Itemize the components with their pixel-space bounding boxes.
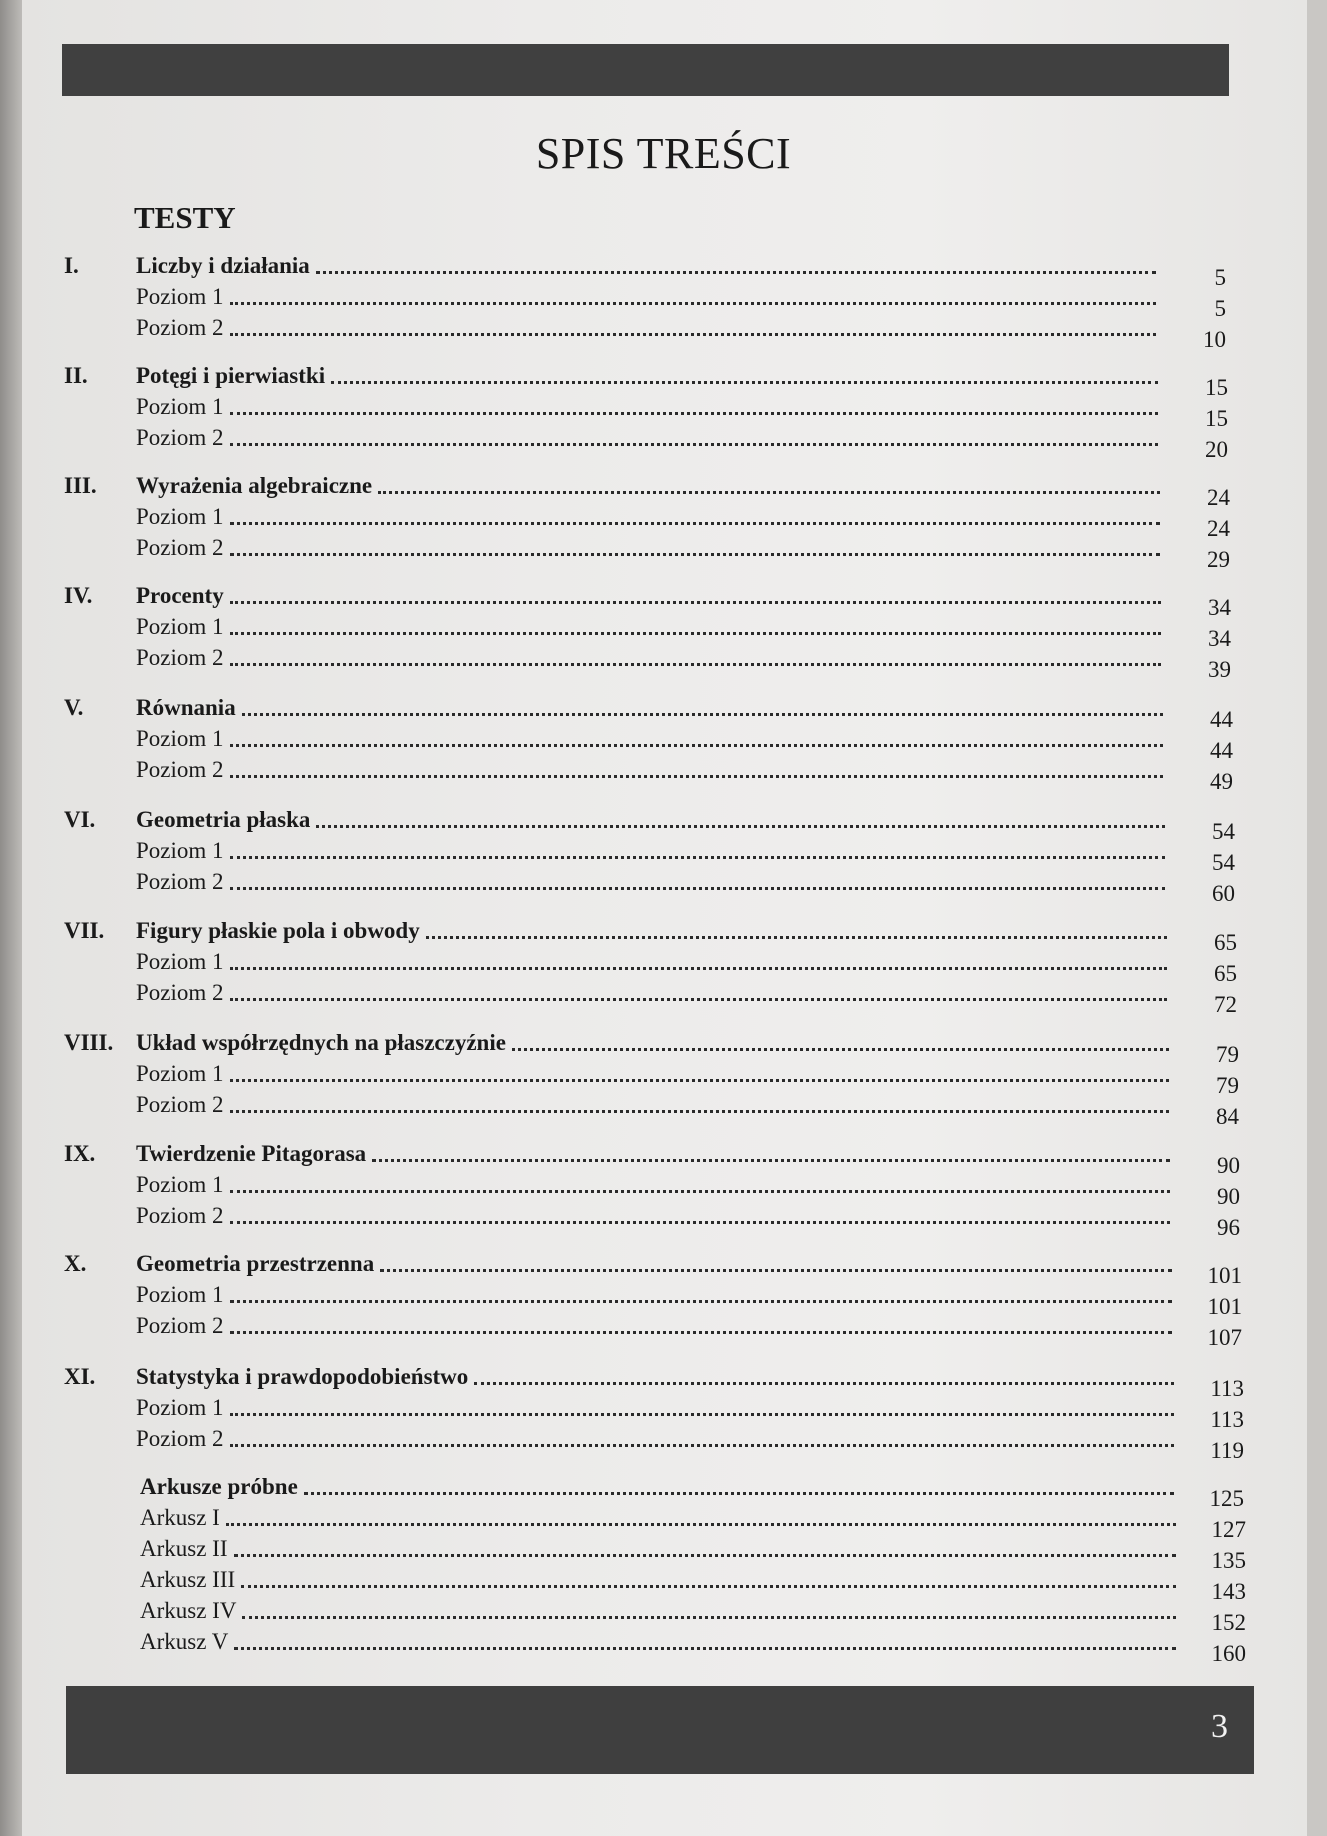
page-ref xyxy=(1186,1547,1246,1575)
page-ref-number: 96 xyxy=(1217,1215,1240,1240)
page-ref xyxy=(1177,929,1237,957)
dot-leader xyxy=(230,854,1165,859)
chapter-entry xyxy=(136,582,1167,610)
page-ref xyxy=(1171,625,1231,653)
level-entry-label: Poziom 1 xyxy=(136,1282,224,1307)
page-ref xyxy=(1170,484,1230,512)
page-ref xyxy=(1175,849,1235,877)
chapter-entry xyxy=(136,917,1173,945)
page-ref-number: 24 xyxy=(1207,485,1230,510)
dot-leader xyxy=(230,520,1160,525)
practice-item xyxy=(140,1504,1182,1532)
page-ref-number: 107 xyxy=(1207,1325,1242,1350)
page-ref-number: 10 xyxy=(1203,327,1226,352)
dot-leader xyxy=(230,630,1161,635)
dot-leader xyxy=(230,742,1163,747)
page-ref-number: 5 xyxy=(1214,296,1226,321)
page-ref xyxy=(1186,1516,1246,1544)
page-ref-number: 15 xyxy=(1205,375,1228,400)
page-ref xyxy=(1168,374,1228,402)
level-entry-label: Poziom 1 xyxy=(136,394,224,419)
chapter-entry-label: Równania xyxy=(136,695,236,720)
level-entry xyxy=(136,837,1171,865)
page-ref xyxy=(1170,515,1230,543)
practice-item-label: Arkusz I xyxy=(140,1505,220,1530)
chapter-numeral-text: IV. xyxy=(64,583,93,608)
practice-item-label: Arkusz II xyxy=(140,1536,228,1561)
level-entry-label: Poziom 2 xyxy=(136,535,224,560)
chapter-entry-label: Potęgi i pierwiastki xyxy=(136,363,326,388)
chapter-numeral-text: VIII. xyxy=(64,1030,114,1055)
page-ref-number: 39 xyxy=(1208,657,1231,682)
page-ref-number: 24 xyxy=(1207,516,1230,541)
page-ref xyxy=(1175,818,1235,846)
practice-entry-label: Arkusze próbne xyxy=(140,1474,298,1499)
chapter-entry xyxy=(136,362,1164,390)
section-heading: TESTY xyxy=(134,200,236,235)
chapter-numeral xyxy=(64,806,95,834)
chapter-numeral-text: XI. xyxy=(64,1364,96,1389)
page-ref-number: 44 xyxy=(1210,738,1233,763)
dot-leader xyxy=(230,965,1167,970)
page-ref-number: 113 xyxy=(1210,1407,1244,1432)
dot-leader xyxy=(230,331,1156,336)
dot-leader xyxy=(230,1077,1169,1082)
chapter-numeral-text: II. xyxy=(64,363,88,388)
page-ref-number: 72 xyxy=(1214,992,1237,1017)
page-ref-number: 60 xyxy=(1212,881,1235,906)
dot-leader xyxy=(372,1157,1170,1162)
chapter-entry xyxy=(136,1140,1176,1168)
dot-leader xyxy=(230,996,1167,1001)
page-ref-number: 34 xyxy=(1208,595,1231,620)
dot-leader xyxy=(226,1521,1176,1526)
page-ref xyxy=(1166,264,1226,292)
dot-leader xyxy=(378,489,1160,494)
chapter-numeral xyxy=(64,582,92,610)
practice-entry xyxy=(140,1473,1180,1501)
level-entry xyxy=(136,1091,1175,1119)
chapter-numeral xyxy=(64,1250,86,1278)
page-ref xyxy=(1173,706,1233,734)
chapter-entry-label: Twierdzenie Pitagorasa xyxy=(136,1141,367,1166)
chapter-entry xyxy=(136,252,1162,280)
level-entry-label: Poziom 2 xyxy=(136,1092,224,1117)
level-entry xyxy=(136,1171,1176,1199)
page-ref xyxy=(1186,1609,1246,1637)
level-entry xyxy=(136,283,1162,311)
page-edge-shadow xyxy=(0,0,22,1836)
level-entry-label: Poziom 2 xyxy=(136,980,224,1005)
page-ref-number: 65 xyxy=(1214,961,1237,986)
chapter-entry xyxy=(136,1250,1178,1278)
dot-leader xyxy=(241,1583,1176,1588)
page-title: SPIS TREŚCI xyxy=(535,129,792,178)
level-entry-label: Poziom 2 xyxy=(136,1313,224,1338)
dot-leader xyxy=(426,934,1167,939)
dot-leader xyxy=(230,410,1158,415)
page-ref-number: 90 xyxy=(1217,1184,1240,1209)
chapter-numeral xyxy=(64,252,79,280)
dot-leader xyxy=(331,379,1158,384)
page-ref xyxy=(1179,1103,1239,1131)
chapter-entry-label: Geometria przestrzenna xyxy=(136,1251,375,1276)
level-entry-label: Poziom 1 xyxy=(136,726,224,751)
practice-item-label: Arkusz V xyxy=(140,1629,229,1654)
page-ref xyxy=(1179,1041,1239,1069)
dot-leader xyxy=(304,1490,1174,1495)
page-ref-number: 90 xyxy=(1217,1153,1240,1178)
page-ref-number: 15 xyxy=(1205,406,1228,431)
page-ref-number: 125 xyxy=(1209,1486,1244,1511)
practice-item xyxy=(140,1535,1182,1563)
chapter-entry xyxy=(136,694,1169,722)
level-entry-label: Poziom 2 xyxy=(136,1203,224,1228)
chapter-numeral-text: VI. xyxy=(64,807,96,832)
level-entry xyxy=(136,1394,1180,1422)
chapter-numeral-text: V. xyxy=(64,695,84,720)
level-entry-label: Poziom 1 xyxy=(136,284,224,309)
page-ref-number: 160 xyxy=(1211,1641,1246,1666)
level-entry xyxy=(136,756,1169,784)
page-ref xyxy=(1182,1324,1242,1352)
page-ref xyxy=(1186,1578,1246,1606)
dot-leader xyxy=(316,269,1156,274)
level-entry xyxy=(136,1202,1176,1230)
dot-leader xyxy=(230,1329,1172,1334)
level-entry xyxy=(136,868,1171,896)
dot-leader xyxy=(230,1188,1170,1193)
chapter-entry-label: Procenty xyxy=(136,583,224,608)
level-entry xyxy=(136,1425,1180,1453)
page-ref xyxy=(1182,1262,1242,1290)
level-entry-label: Poziom 1 xyxy=(136,1172,224,1197)
level-entry-label: Poziom 1 xyxy=(136,1061,224,1086)
footer-band xyxy=(66,1686,1254,1774)
page-ref xyxy=(1184,1485,1244,1513)
level-entry-label: Poziom 2 xyxy=(136,425,224,450)
chapter-numeral-text: IX. xyxy=(64,1141,96,1166)
level-entry xyxy=(136,393,1164,421)
page-ref xyxy=(1173,737,1233,765)
chapter-entry-label: Geometria płaska xyxy=(136,807,311,832)
level-entry xyxy=(136,534,1166,562)
dot-leader xyxy=(512,1046,1169,1051)
chapter-numeral-text: III. xyxy=(64,473,97,498)
page-ref xyxy=(1184,1375,1244,1403)
level-entry-label: Poziom 2 xyxy=(136,315,224,340)
page-ref-number: 135 xyxy=(1211,1548,1246,1573)
page-ref xyxy=(1171,656,1231,684)
dot-leader xyxy=(230,1411,1174,1416)
level-entry-label: Poziom 2 xyxy=(136,869,224,894)
page-ref xyxy=(1179,1072,1239,1100)
dot-leader xyxy=(230,599,1161,604)
dot-leader xyxy=(230,661,1161,666)
page-ref xyxy=(1180,1183,1240,1211)
page-ref xyxy=(1184,1437,1244,1465)
dot-leader xyxy=(230,885,1165,890)
page-ref xyxy=(1177,991,1237,1019)
chapter-numeral xyxy=(64,1363,95,1391)
level-entry-label: Poziom 2 xyxy=(136,645,224,670)
page-ref-number: 49 xyxy=(1210,769,1233,794)
chapter-numeral xyxy=(64,1140,95,1168)
dot-leader xyxy=(230,300,1156,305)
page-ref xyxy=(1168,436,1228,464)
level-entry-label: Poziom 2 xyxy=(136,1426,224,1451)
dot-leader xyxy=(242,711,1163,716)
chapter-entry-label: Statystyka i prawdopodobieństwo xyxy=(136,1364,469,1389)
page-ref xyxy=(1182,1293,1242,1321)
level-entry-label: Poziom 1 xyxy=(136,949,224,974)
page-ref-number: 152 xyxy=(1211,1610,1246,1635)
page-ref-number: 34 xyxy=(1208,626,1231,651)
page-ref xyxy=(1180,1152,1240,1180)
practice-item xyxy=(140,1597,1182,1625)
dot-leader xyxy=(230,1108,1169,1113)
page-ref-number: 127 xyxy=(1211,1517,1246,1542)
page-ref-number: 79 xyxy=(1216,1073,1239,1098)
chapter-entry-label: Wyrażenia algebraiczne xyxy=(136,473,373,498)
page-ref xyxy=(1168,405,1228,433)
page-ref-number: 54 xyxy=(1212,819,1235,844)
page-ref-number: 5 xyxy=(1214,265,1226,290)
level-entry xyxy=(136,503,1166,531)
level-entry xyxy=(136,1060,1175,1088)
dot-leader xyxy=(234,1645,1176,1650)
dot-leader xyxy=(474,1380,1174,1385)
page-ref-number: 44 xyxy=(1210,707,1233,732)
level-entry xyxy=(136,948,1173,976)
dot-leader xyxy=(242,1614,1176,1619)
page-ref-number: 29 xyxy=(1207,547,1230,572)
chapter-numeral-text: I. xyxy=(64,253,79,278)
chapter-entry xyxy=(136,1029,1175,1057)
level-entry-label: Poziom 1 xyxy=(136,1395,224,1420)
chapter-entry xyxy=(136,472,1166,500)
page-ref-number: 101 xyxy=(1207,1294,1242,1319)
chapter-numeral xyxy=(64,917,104,945)
page-ref xyxy=(1184,1406,1244,1434)
chapter-entry xyxy=(136,806,1171,834)
level-entry-label: Poziom 2 xyxy=(136,757,224,782)
page-ref-number: 65 xyxy=(1214,930,1237,955)
level-entry xyxy=(136,613,1167,641)
header-band xyxy=(62,44,1229,96)
level-entry-label: Poziom 1 xyxy=(136,614,224,639)
dot-leader xyxy=(230,773,1163,778)
practice-item-label: Arkusz IV xyxy=(140,1598,237,1623)
page-ref-number: 54 xyxy=(1212,850,1235,875)
page-ref-number: 20 xyxy=(1205,437,1228,462)
page-ref xyxy=(1177,960,1237,988)
chapter-numeral xyxy=(64,472,97,500)
page-ref xyxy=(1170,546,1230,574)
dot-leader xyxy=(230,441,1158,446)
chapter-numeral xyxy=(64,1029,113,1057)
page-ref xyxy=(1175,880,1235,908)
chapter-entry-label: Liczby i działania xyxy=(136,253,310,278)
dot-leader xyxy=(230,551,1160,556)
dot-leader xyxy=(234,1552,1177,1557)
level-entry xyxy=(136,1281,1178,1309)
practice-item-label: Arkusz III xyxy=(140,1567,236,1592)
dot-leader xyxy=(380,1267,1172,1272)
page-number: 3 xyxy=(1211,1708,1228,1745)
dot-leader xyxy=(316,823,1165,828)
page-ref-number: 113 xyxy=(1210,1376,1244,1401)
chapter-numeral xyxy=(64,694,83,722)
level-entry-label: Poziom 1 xyxy=(136,838,224,863)
page-ref-number: 119 xyxy=(1210,1438,1244,1463)
page-ref-number: 84 xyxy=(1216,1104,1239,1129)
chapter-entry-label: Układ współrzędnych na płaszczyźnie xyxy=(136,1030,506,1055)
chapter-entry-label: Figury płaskie pola i obwody xyxy=(136,918,420,943)
level-entry xyxy=(136,725,1169,753)
page-ref-number: 79 xyxy=(1216,1042,1239,1067)
chapter-entry xyxy=(136,1363,1180,1391)
level-entry-label: Poziom 1 xyxy=(136,504,224,529)
level-entry xyxy=(136,424,1164,452)
practice-item xyxy=(140,1628,1182,1656)
level-entry xyxy=(136,1312,1178,1340)
practice-item xyxy=(140,1566,1182,1594)
page-ref xyxy=(1171,594,1231,622)
dot-leader xyxy=(230,1219,1170,1224)
chapter-numeral xyxy=(64,362,88,390)
page-ref-number: 101 xyxy=(1207,1263,1242,1288)
chapter-numeral-text: X. xyxy=(64,1251,87,1276)
level-entry xyxy=(136,644,1167,672)
dot-leader xyxy=(230,1442,1174,1447)
page-ref xyxy=(1186,1640,1246,1668)
page-ref-number: 143 xyxy=(1211,1579,1246,1604)
page-ref xyxy=(1173,768,1233,796)
chapter-numeral-text: VII. xyxy=(64,918,105,943)
page-ref xyxy=(1180,1214,1240,1242)
level-entry xyxy=(136,314,1162,342)
level-entry xyxy=(136,979,1173,1007)
dot-leader xyxy=(230,1298,1172,1303)
page-ref xyxy=(1166,326,1226,354)
page-ref xyxy=(1166,295,1226,323)
